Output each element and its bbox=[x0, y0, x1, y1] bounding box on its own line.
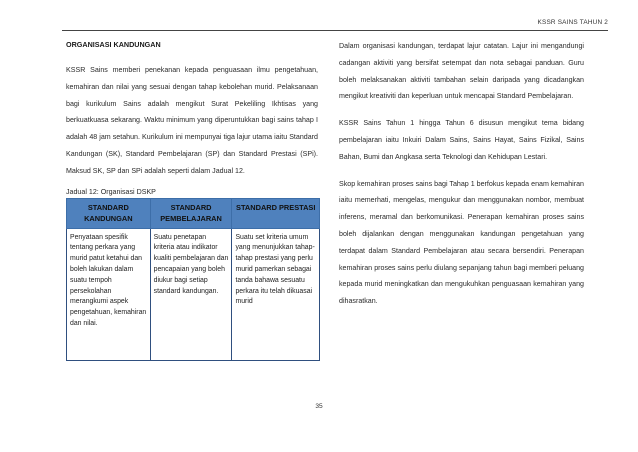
page-number: 35 bbox=[315, 403, 323, 410]
running-header: KSSR SAINS TAHUN 2 bbox=[537, 19, 608, 26]
cell-standard-kandungan: Penyataan spesifik tentang perkara yang murid patut ketahui dan boleh lakukan dalam suatu tempoh persekolahan merangkumi aspek pengetahuan, kemahiran dan nilai. bbox=[67, 228, 151, 360]
header-standard-prestasi: STANDARD PRESTASI bbox=[232, 198, 320, 228]
header-standard-kandungan: STANDARD KANDUNGAN bbox=[67, 198, 151, 228]
dskp-table bbox=[66, 198, 320, 361]
body-paragraph: KSSR Sains Tahun 1 hingga Tahun 6 disusun mengikut tema bidang pembelajaran iaitu Inkuiri Dalam Sains, Sains Hayat, Sains Fizikal, Sains Bahan, Bumi dan Angkasa serta Teknologi dan Kehidupan Lestari. bbox=[339, 119, 584, 161]
table-caption: Jadual 12: Organisasi DSKP bbox=[66, 187, 156, 196]
body-paragraph: Skop kemahiran proses sains bagi Tahap 1 berfokus kepada enam kemahiran iaitu memerhati, mengelas, mengukur dan menggunakan nombor, membuat inferens, meramal dan berkomunikasi. Penerapan kemahiran proses sains boleh dijalankan dengan menggunakan kandungan pengetahuan yang terdapat dalam Standard Pembelajaran atau secara bersendiri. Penerapan kemahiran proses sains perlu diulang sepanjang tahun bagi memberi peluang kepada murid meningkatkan dan mengukuhkan penguasaan kemahiran yang dihasratkan. bbox=[339, 179, 584, 306]
cell-standard-pembelajaran: Suatu penetapan kriteria atau indikator kualiti pembelajaran dan pencapaian yang boleh diukur bagi setiap standard kandungan. bbox=[150, 228, 232, 360]
body-paragraph: KSSR Sains memberi penekanan kepada penguasaan ilmu pengetahuan, kemahiran dan nilai yang sesuai dengan tahap kebolehan murid. Pelaksanaan bagi kurikulum Sains adalah mengikut Surat Pekeliling Ikhtisas yang berkuatkuasa sekarang. Waktu minimum yang diperuntukkan bagi sains tahap I adalah 48 jam setahun. Kurikulum ini mempunyai tiga lajur utama iaitu Standard Kandungan (SK), Standard Pembelajaran (SP) dan Standard Prestasi (SPi). Maksud SK, SP dan SPi adalah seperti dalam Jadual 12. bbox=[66, 66, 318, 175]
right-column bbox=[339, 38, 584, 310]
cell-standard-prestasi: Suatu set kriteria umum yang menunjukkan tahap-tahap prestasi yang perlu murid pamerkan sebagai tanda bahawa sesuatu perkara itu telah dikuasai murid bbox=[232, 228, 320, 360]
header-standard-pembelajaran: STANDARD PEMBELAJARAN bbox=[150, 198, 232, 228]
header-rule bbox=[62, 30, 608, 31]
body-paragraph: Dalam organisasi kandungan, terdapat lajur catatan. Lajur ini mengandungi cadangan aktiviti yang bersifat setempat dan nota sebagai panduan. Guru boleh melaksanakan aktiviti tambahan selain daripada yang dicadangkan mengikut kreativiti dan keperluan untuk mencapai Standard Pembelajaran. bbox=[339, 42, 584, 101]
table-row bbox=[67, 228, 320, 360]
table-header-row bbox=[67, 198, 320, 228]
left-column bbox=[66, 38, 318, 361]
section-heading: ORGANISASI KANDUNGAN bbox=[66, 40, 161, 49]
